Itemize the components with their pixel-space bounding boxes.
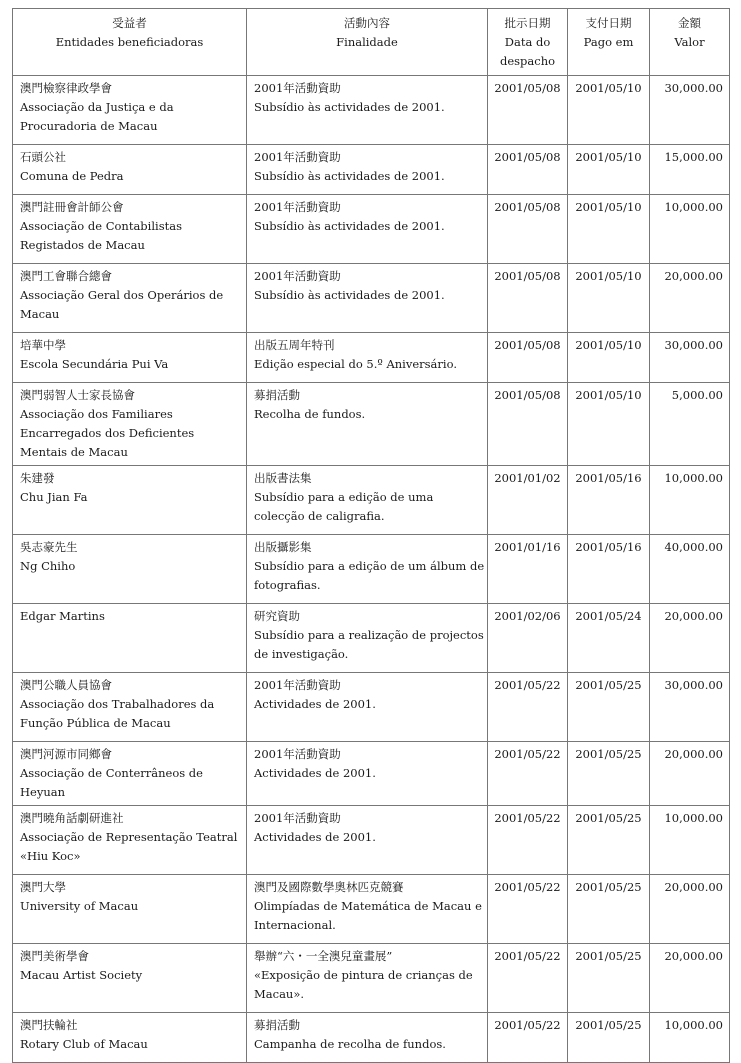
dispatch-date: [488, 76, 568, 145]
dispatch-date-text: 2001/05/08: [494, 388, 561, 402]
paid-date: [568, 673, 650, 742]
dispatch-date: [488, 944, 568, 1013]
paid-date: [568, 76, 650, 145]
header-purpose: [247, 9, 488, 76]
purpose-cell: [247, 195, 488, 264]
entity-zh: 朱建發: [20, 471, 55, 485]
paid-date: [568, 944, 650, 1013]
amount-value: [650, 944, 730, 1013]
dispatch-date: [488, 383, 568, 466]
amount-value-text: 20,000.00: [664, 880, 723, 894]
paid-date-text: 2001/05/25: [575, 678, 642, 692]
purpose-cell: [247, 742, 488, 806]
purpose-zh: 2001年活動資助: [254, 747, 341, 761]
purpose-cell: [247, 673, 488, 742]
dispatch-date: [488, 673, 568, 742]
entity-cell: [13, 604, 247, 673]
table-row: [13, 1013, 730, 1063]
dispatch-date: [488, 264, 568, 333]
purpose-cell: [247, 466, 488, 535]
amount-value-text: 20,000.00: [664, 609, 723, 623]
paid-date-text: 2001/05/25: [575, 949, 642, 963]
entity-cell: [13, 806, 247, 875]
amount-value-text: 20,000.00: [664, 269, 723, 283]
dispatch-date: [488, 875, 568, 944]
header-dispatch-zh: 批示日期: [504, 16, 551, 30]
paid-date: [568, 466, 650, 535]
table-row: [13, 806, 730, 875]
purpose-zh: 2001年活動資助: [254, 150, 341, 164]
dispatch-date-text: 2001/05/08: [494, 150, 561, 164]
paid-date: [568, 604, 650, 673]
entity-cell: [13, 383, 247, 466]
entity-zh: 培華中學: [20, 338, 66, 352]
entity-pt: Edgar Martins: [20, 609, 105, 623]
header-purpose-pt: Finalidade: [336, 35, 398, 49]
purpose-cell: [247, 875, 488, 944]
header-row: [13, 9, 730, 76]
amount-value-text: 40,000.00: [664, 540, 723, 554]
paid-date: [568, 742, 650, 806]
amount-value-text: 10,000.00: [664, 811, 723, 825]
purpose-cell: [247, 806, 488, 875]
purpose-cell: [247, 944, 488, 1013]
purpose-pt: Subsídio para a realização de projectos de investigação.: [254, 628, 484, 661]
amount-value-text: 30,000.00: [664, 338, 723, 352]
entity-zh: 澳門工會聯合總會: [20, 269, 112, 283]
amount-value: [650, 742, 730, 806]
amount-value-text: 5,000.00: [671, 388, 723, 402]
paid-date-text: 2001/05/16: [575, 471, 642, 485]
header-entity-zh: 受益者: [112, 16, 147, 30]
purpose-pt: Actividades de 2001.: [254, 697, 376, 711]
purpose-pt: Campanha de recolha de fundos.: [254, 1037, 446, 1051]
paid-date-text: 2001/05/10: [575, 388, 642, 402]
paid-date: [568, 333, 650, 383]
header-amount: [650, 9, 730, 76]
amount-value-text: 30,000.00: [664, 678, 723, 692]
table-row: [13, 673, 730, 742]
entity-zh: 澳門註冊會計師公會: [20, 200, 124, 214]
entity-pt: Associação dos Familiares Encarregados dos Deficientes Mentais de Macau: [20, 407, 195, 459]
table-row: [13, 466, 730, 535]
purpose-zh: 募捐活動: [254, 388, 300, 402]
paid-date-text: 2001/05/25: [575, 1018, 642, 1032]
purpose-pt: Subsídio às actividades de 2001.: [254, 100, 445, 114]
entity-cell: [13, 195, 247, 264]
dispatch-date-text: 2001/05/22: [494, 949, 561, 963]
dispatch-date-text: 2001/05/22: [494, 1018, 561, 1032]
entity-pt: Escola Secundária Pui Va: [20, 357, 169, 371]
purpose-pt: Subsídio para a edição de um álbum de fotografias.: [254, 559, 485, 592]
paid-date: [568, 195, 650, 264]
paid-date: [568, 535, 650, 604]
entity-cell: [13, 264, 247, 333]
purpose-pt: Olimpíadas de Matemática de Macau e Internacional.: [254, 899, 482, 932]
amount-value-text: 10,000.00: [664, 1018, 723, 1032]
amount-value-text: 30,000.00: [664, 81, 723, 95]
entity-cell: [13, 875, 247, 944]
purpose-zh: 出版攝影集: [254, 540, 312, 554]
dispatch-date-text: 2001/05/22: [494, 811, 561, 825]
paid-date-text: 2001/05/25: [575, 880, 642, 894]
purpose-zh: 出版書法集: [254, 471, 312, 485]
table-row: [13, 742, 730, 806]
table-row: [13, 145, 730, 195]
dispatch-date-text: 2001/05/22: [494, 880, 561, 894]
entity-pt: Associação dos Trabalhadores da Função Pública de Macau: [20, 697, 215, 730]
purpose-cell: [247, 76, 488, 145]
amount-value: [650, 264, 730, 333]
table-row: [13, 383, 730, 466]
entity-pt: Ng Chiho: [20, 559, 76, 573]
entity-zh: 澳門大學: [20, 880, 66, 894]
dispatch-date: [488, 742, 568, 806]
purpose-cell: [247, 145, 488, 195]
entity-cell: [13, 145, 247, 195]
entity-cell: [13, 535, 247, 604]
paid-date: [568, 1013, 650, 1063]
header-purpose-zh: 活動內容: [344, 16, 390, 30]
purpose-cell: [247, 383, 488, 466]
grants-table: [12, 8, 730, 1063]
table-row: [13, 333, 730, 383]
entity-cell: [13, 333, 247, 383]
entity-cell: [13, 673, 247, 742]
entity-zh: 澳門曉角話劇研進社: [20, 811, 124, 825]
paid-date: [568, 875, 650, 944]
purpose-zh: 2001年活動資助: [254, 81, 341, 95]
entity-pt: Associação de Representação Teatral «Hiu Koc»: [20, 830, 238, 863]
entity-pt: Chu Jian Fa: [20, 490, 88, 504]
paid-date-text: 2001/05/24: [575, 609, 642, 623]
entity-pt: Comuna de Pedra: [20, 169, 124, 183]
purpose-pt: Actividades de 2001.: [254, 830, 376, 844]
header-dispatch-pt2: despacho: [499, 54, 556, 68]
header-paid-pt: Pago em: [583, 35, 634, 49]
dispatch-date-text: 2001/05/08: [494, 269, 561, 283]
dispatch-date: [488, 466, 568, 535]
entity-zh: 吳志豪先生: [20, 540, 78, 554]
entity-zh: 澳門河源市同鄉會: [20, 747, 112, 761]
amount-value-text: 10,000.00: [664, 200, 723, 214]
dispatch-date-text: 2001/05/22: [494, 747, 561, 761]
entity-zh: 澳門美術學會: [20, 949, 89, 963]
dispatch-date: [488, 806, 568, 875]
entity-zh: 石頭公社: [20, 150, 66, 164]
amount-value: [650, 333, 730, 383]
paid-date-text: 2001/05/25: [575, 747, 642, 761]
header-dispatch-pt1: Data do: [504, 35, 551, 49]
dispatch-date: [488, 145, 568, 195]
amount-value-text: 20,000.00: [664, 949, 723, 963]
header-paid: [568, 9, 650, 76]
entity-zh: 澳門弱智人士家長協會: [20, 388, 135, 402]
paid-date: [568, 383, 650, 466]
entity-pt: Rotary Club of Macau: [20, 1037, 148, 1051]
purpose-zh: 澳門及國際數學奧林匹克競賽: [254, 880, 404, 894]
paid-date: [568, 806, 650, 875]
purpose-zh: 出版五周年特刊: [254, 338, 335, 352]
dispatch-date-text: 2001/02/06: [494, 609, 561, 623]
purpose-zh: 研究資助: [254, 609, 300, 623]
purpose-pt: Edição especial do 5.º Aniversário.: [254, 357, 457, 371]
entity-pt: Associação de Contabilistas Registados de Macau: [20, 219, 182, 252]
table-row: [13, 604, 730, 673]
dispatch-date: [488, 195, 568, 264]
paid-date: [568, 145, 650, 195]
table-row: [13, 76, 730, 145]
amount-value: [650, 145, 730, 195]
entity-zh: 澳門公職人員協會: [20, 678, 112, 692]
dispatch-date-text: 2001/05/08: [494, 81, 561, 95]
entity-zh: 澳門扶輪社: [20, 1018, 78, 1032]
amount-value-text: 15,000.00: [664, 150, 723, 164]
dispatch-date-text: 2001/05/08: [494, 338, 561, 352]
paid-date-text: 2001/05/10: [575, 338, 642, 352]
amount-value: [650, 673, 730, 742]
amount-value: [650, 383, 730, 466]
dispatch-date: [488, 604, 568, 673]
purpose-cell: [247, 1013, 488, 1063]
entity-pt: University of Macau: [20, 899, 139, 913]
purpose-cell: [247, 264, 488, 333]
header-paid-zh: 支付日期: [585, 16, 632, 30]
purpose-cell: [247, 333, 488, 383]
amount-value-text: 10,000.00: [664, 471, 723, 485]
dispatch-date-text: 2001/01/16: [494, 540, 561, 554]
amount-value: [650, 466, 730, 535]
header-dispatch: [488, 9, 568, 76]
purpose-pt: Subsídio às actividades de 2001.: [254, 219, 445, 233]
purpose-zh: 募捐活動: [254, 1018, 300, 1032]
entity-pt: Associação de Conterrâneos de Heyuan: [20, 766, 203, 799]
amount-value: [650, 535, 730, 604]
header-amount-pt: Valor: [674, 35, 705, 49]
table-row: [13, 195, 730, 264]
table-row: [13, 944, 730, 1013]
table-row: [13, 264, 730, 333]
entity-pt: Associação da Justiça e da Procuradoria de Macau: [20, 100, 174, 133]
entity-cell: [13, 944, 247, 1013]
dispatch-date: [488, 1013, 568, 1063]
amount-value: [650, 195, 730, 264]
paid-date-text: 2001/05/10: [575, 269, 642, 283]
paid-date-text: 2001/05/16: [575, 540, 642, 554]
purpose-zh: 2001年活動資助: [254, 678, 341, 692]
entity-cell: [13, 1013, 247, 1063]
table-row: [13, 875, 730, 944]
purpose-zh: 2001年活動資助: [254, 811, 341, 825]
header-entity-pt: Entidades beneficiadoras: [55, 35, 204, 49]
entity-pt: Associação Geral dos Operários de Macau: [20, 288, 224, 321]
purpose-pt: Actividades de 2001.: [254, 766, 376, 780]
dispatch-date-text: 2001/05/08: [494, 200, 561, 214]
amount-value: [650, 76, 730, 145]
dispatch-date-text: 2001/01/02: [494, 471, 561, 485]
entity-cell: [13, 742, 247, 806]
header-entity: [13, 9, 247, 76]
amount-value-text: 20,000.00: [664, 747, 723, 761]
paid-date-text: 2001/05/10: [575, 200, 642, 214]
entity-zh: 澳門檢察律政學會: [20, 81, 112, 95]
paid-date-text: 2001/05/25: [575, 811, 642, 825]
table-row: [13, 535, 730, 604]
dispatch-date-text: 2001/05/22: [494, 678, 561, 692]
purpose-pt: Subsídio às actividades de 2001.: [254, 288, 445, 302]
paid-date: [568, 264, 650, 333]
entity-cell: [13, 466, 247, 535]
purpose-cell: [247, 604, 488, 673]
purpose-zh: 2001年活動資助: [254, 200, 341, 214]
entity-pt: Macau Artist Society: [20, 968, 143, 982]
header-amount-zh: 金額: [678, 16, 701, 30]
amount-value: [650, 806, 730, 875]
entity-cell: [13, 76, 247, 145]
amount-value: [650, 604, 730, 673]
purpose-zh: 舉辦“六・一全澳兒童畫展”: [254, 949, 393, 963]
amount-value: [650, 1013, 730, 1063]
purpose-pt: Recolha de fundos.: [254, 407, 366, 421]
paid-date-text: 2001/05/10: [575, 150, 642, 164]
purpose-pt: Subsídio para a edição de uma colecção de caligrafia.: [254, 490, 434, 523]
purpose-zh: 2001年活動資助: [254, 269, 341, 283]
purpose-pt: Subsídio às actividades de 2001.: [254, 169, 445, 183]
paid-date-text: 2001/05/10: [575, 81, 642, 95]
dispatch-date: [488, 333, 568, 383]
amount-value: [650, 875, 730, 944]
purpose-cell: [247, 535, 488, 604]
purpose-pt: «Exposição de pintura de crianças de Macau».: [254, 968, 473, 1001]
dispatch-date: [488, 535, 568, 604]
